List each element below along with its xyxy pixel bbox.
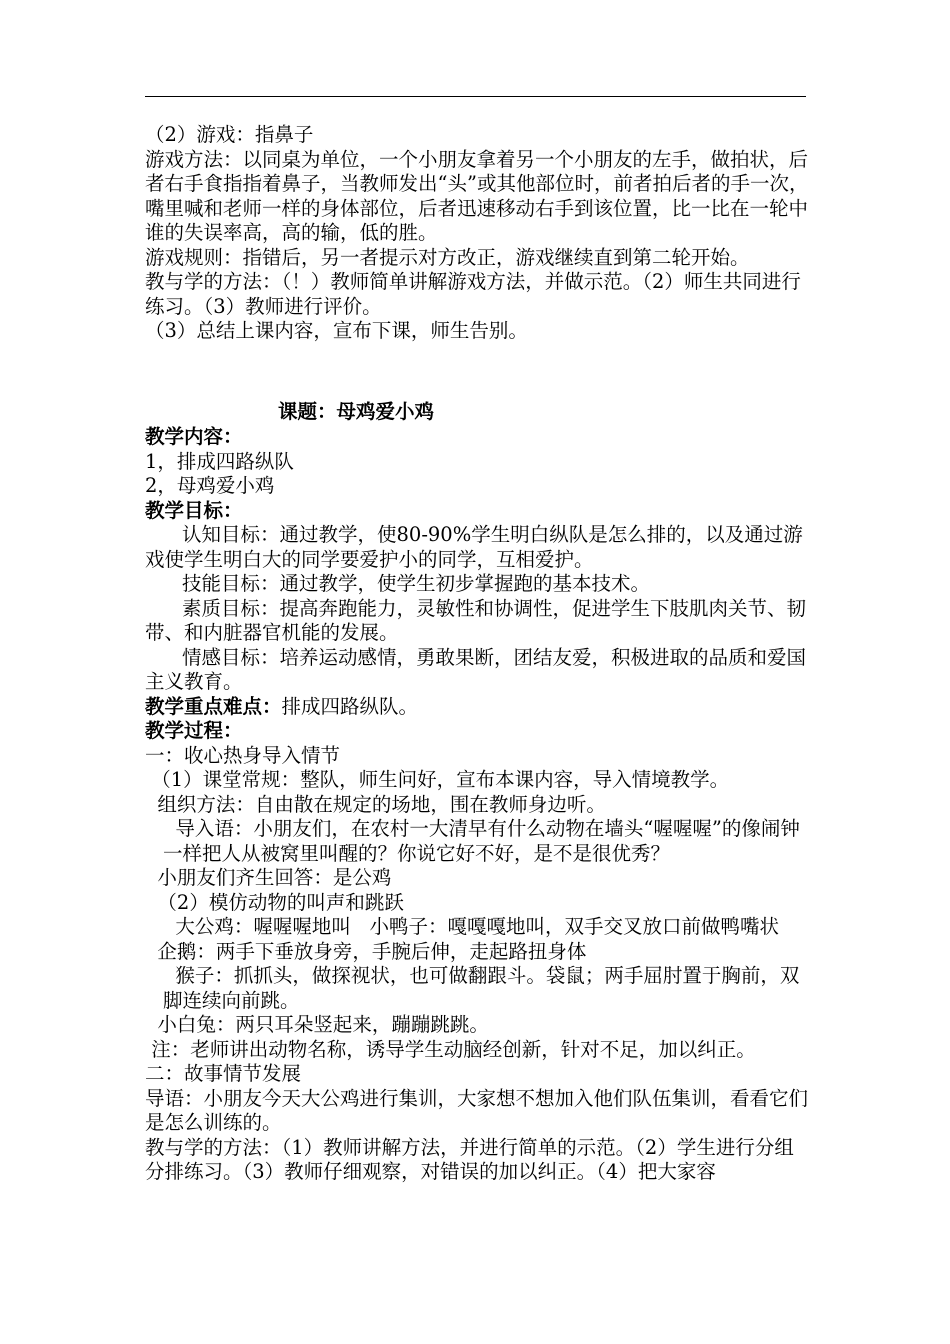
process-line: 小白兔：两只耳朵竖起来，蹦蹦跳跳。 <box>145 1013 489 1036</box>
process-line: 一：收心热身导入情节 <box>145 743 341 767</box>
goal-emotion: 情感目标：培养运动感情，勇敢果断，团结友爱，积极进取的品质和爱国主义教育。 <box>145 645 807 693</box>
game-title: （2）游戏：指鼻子 <box>145 123 314 146</box>
content-item: 1，排成四路纵队 <box>145 449 294 473</box>
key-points-label: 教学重点难点： <box>145 694 282 718</box>
goals-heading: 教学目标： <box>145 498 243 522</box>
process-line: 大公鸡：喔喔喔地叫 小鸭子：嘎嘎嘎地叫，双手交叉放口前做鸭嘴状 <box>163 915 780 938</box>
game-section <box>145 123 810 344</box>
goal-quality: 素质目标：提高奔跑能力，灵敏性和协调性，促进学生下肢肌肉关节、韧带、和内脏器官机能的发展。 <box>145 596 807 644</box>
goal-cognitive: 认知目标：通过教学，使80-90%学生明白纵队是怎么排的，以及通过游戏使学生明白大的同学要爱护小的同学，互相爱护。 <box>145 523 803 571</box>
goal-skill: 技能目标：通过教学，使学生初步掌握跑的基本技术。 <box>182 572 651 595</box>
process-heading: 教学过程： <box>145 719 243 742</box>
process-line: 二：故事情节发展 <box>145 1062 302 1085</box>
process-line: 猴子：抓抓头，做探视状，也可做翻跟斗。袋鼠；两手屈肘置于胸前，双脚连续向前跳。 <box>163 964 800 1012</box>
process-line: 企鹅：两手下垂放身旁，手腕后伸，走起路扭身体 <box>145 939 587 963</box>
game-rules: 游戏规则：指错后，另一者提示对方改正，游戏继续直到第二轮开始。 <box>145 245 750 269</box>
process-line: 教与学的方法：（1）教师讲解方法，并进行简单的示范。（2）学生进行分组分排练习。（3）教师仔细观察，对错误的加以纠正。（4）把大家容 <box>145 1135 794 1183</box>
process-line: 注：老师讲出动物名称，诱导学生动脑经创新，针对不足，加以纠正。 <box>145 1037 756 1061</box>
key-points <box>145 695 810 720</box>
game-teaching-method: 教与学的方法：（！）教师简单讲解游戏方法，并做示范。（2）师生共同进行练习。（3）教师进行评价。 <box>145 270 801 318</box>
process-line: 组织方法：自由散在规定的场地，围在教师身边听。 <box>145 792 606 816</box>
process-line: （2）模仿动物的叫声和跳跃 <box>145 890 404 914</box>
content-item: 2，母鸡爱小鸡 <box>145 474 275 497</box>
process-line: 导入语：小朋友们，在农村一大清早有什么动物在墙头“喔喔喔”的像闹钟一样把人从被窝里叫醒的？你说它好不好，是不是很优秀？ <box>163 817 800 865</box>
lesson-title: 课题：母鸡爱小鸡 <box>278 400 435 423</box>
class-summary: （3）总结上课内容，宣布下课，师生告别。 <box>145 319 528 342</box>
process-line: （1）课堂常规：整队，师生问好，宣布本课内容，导入情境教学。 <box>145 768 730 791</box>
header-rule <box>145 96 806 97</box>
content-heading: 教学内容： <box>145 425 243 448</box>
lesson-body <box>145 425 810 1185</box>
key-points-value: 排成四路纵队。 <box>281 694 419 718</box>
game-method: 游戏方法：以同桌为单位，一个小朋友拿着另一个小朋友的左手，做拍状，后者右手食指指着鼻子，当教师发出“头”或其他部位时，前者拍后者的手一次，嘴里喊和老师一样的身体部位，后者迅速移动右手到该位置，比一比在一轮中谁的失误率高，高的输，低的胜。 <box>145 147 809 244</box>
process-line: 导语：小朋友今天大公鸡进行集训，大家想不想加入他们队伍集训，看看它们是怎么训练的。 <box>145 1086 809 1134</box>
process-line: 小朋友们齐生回答：是公鸡 <box>145 866 392 889</box>
